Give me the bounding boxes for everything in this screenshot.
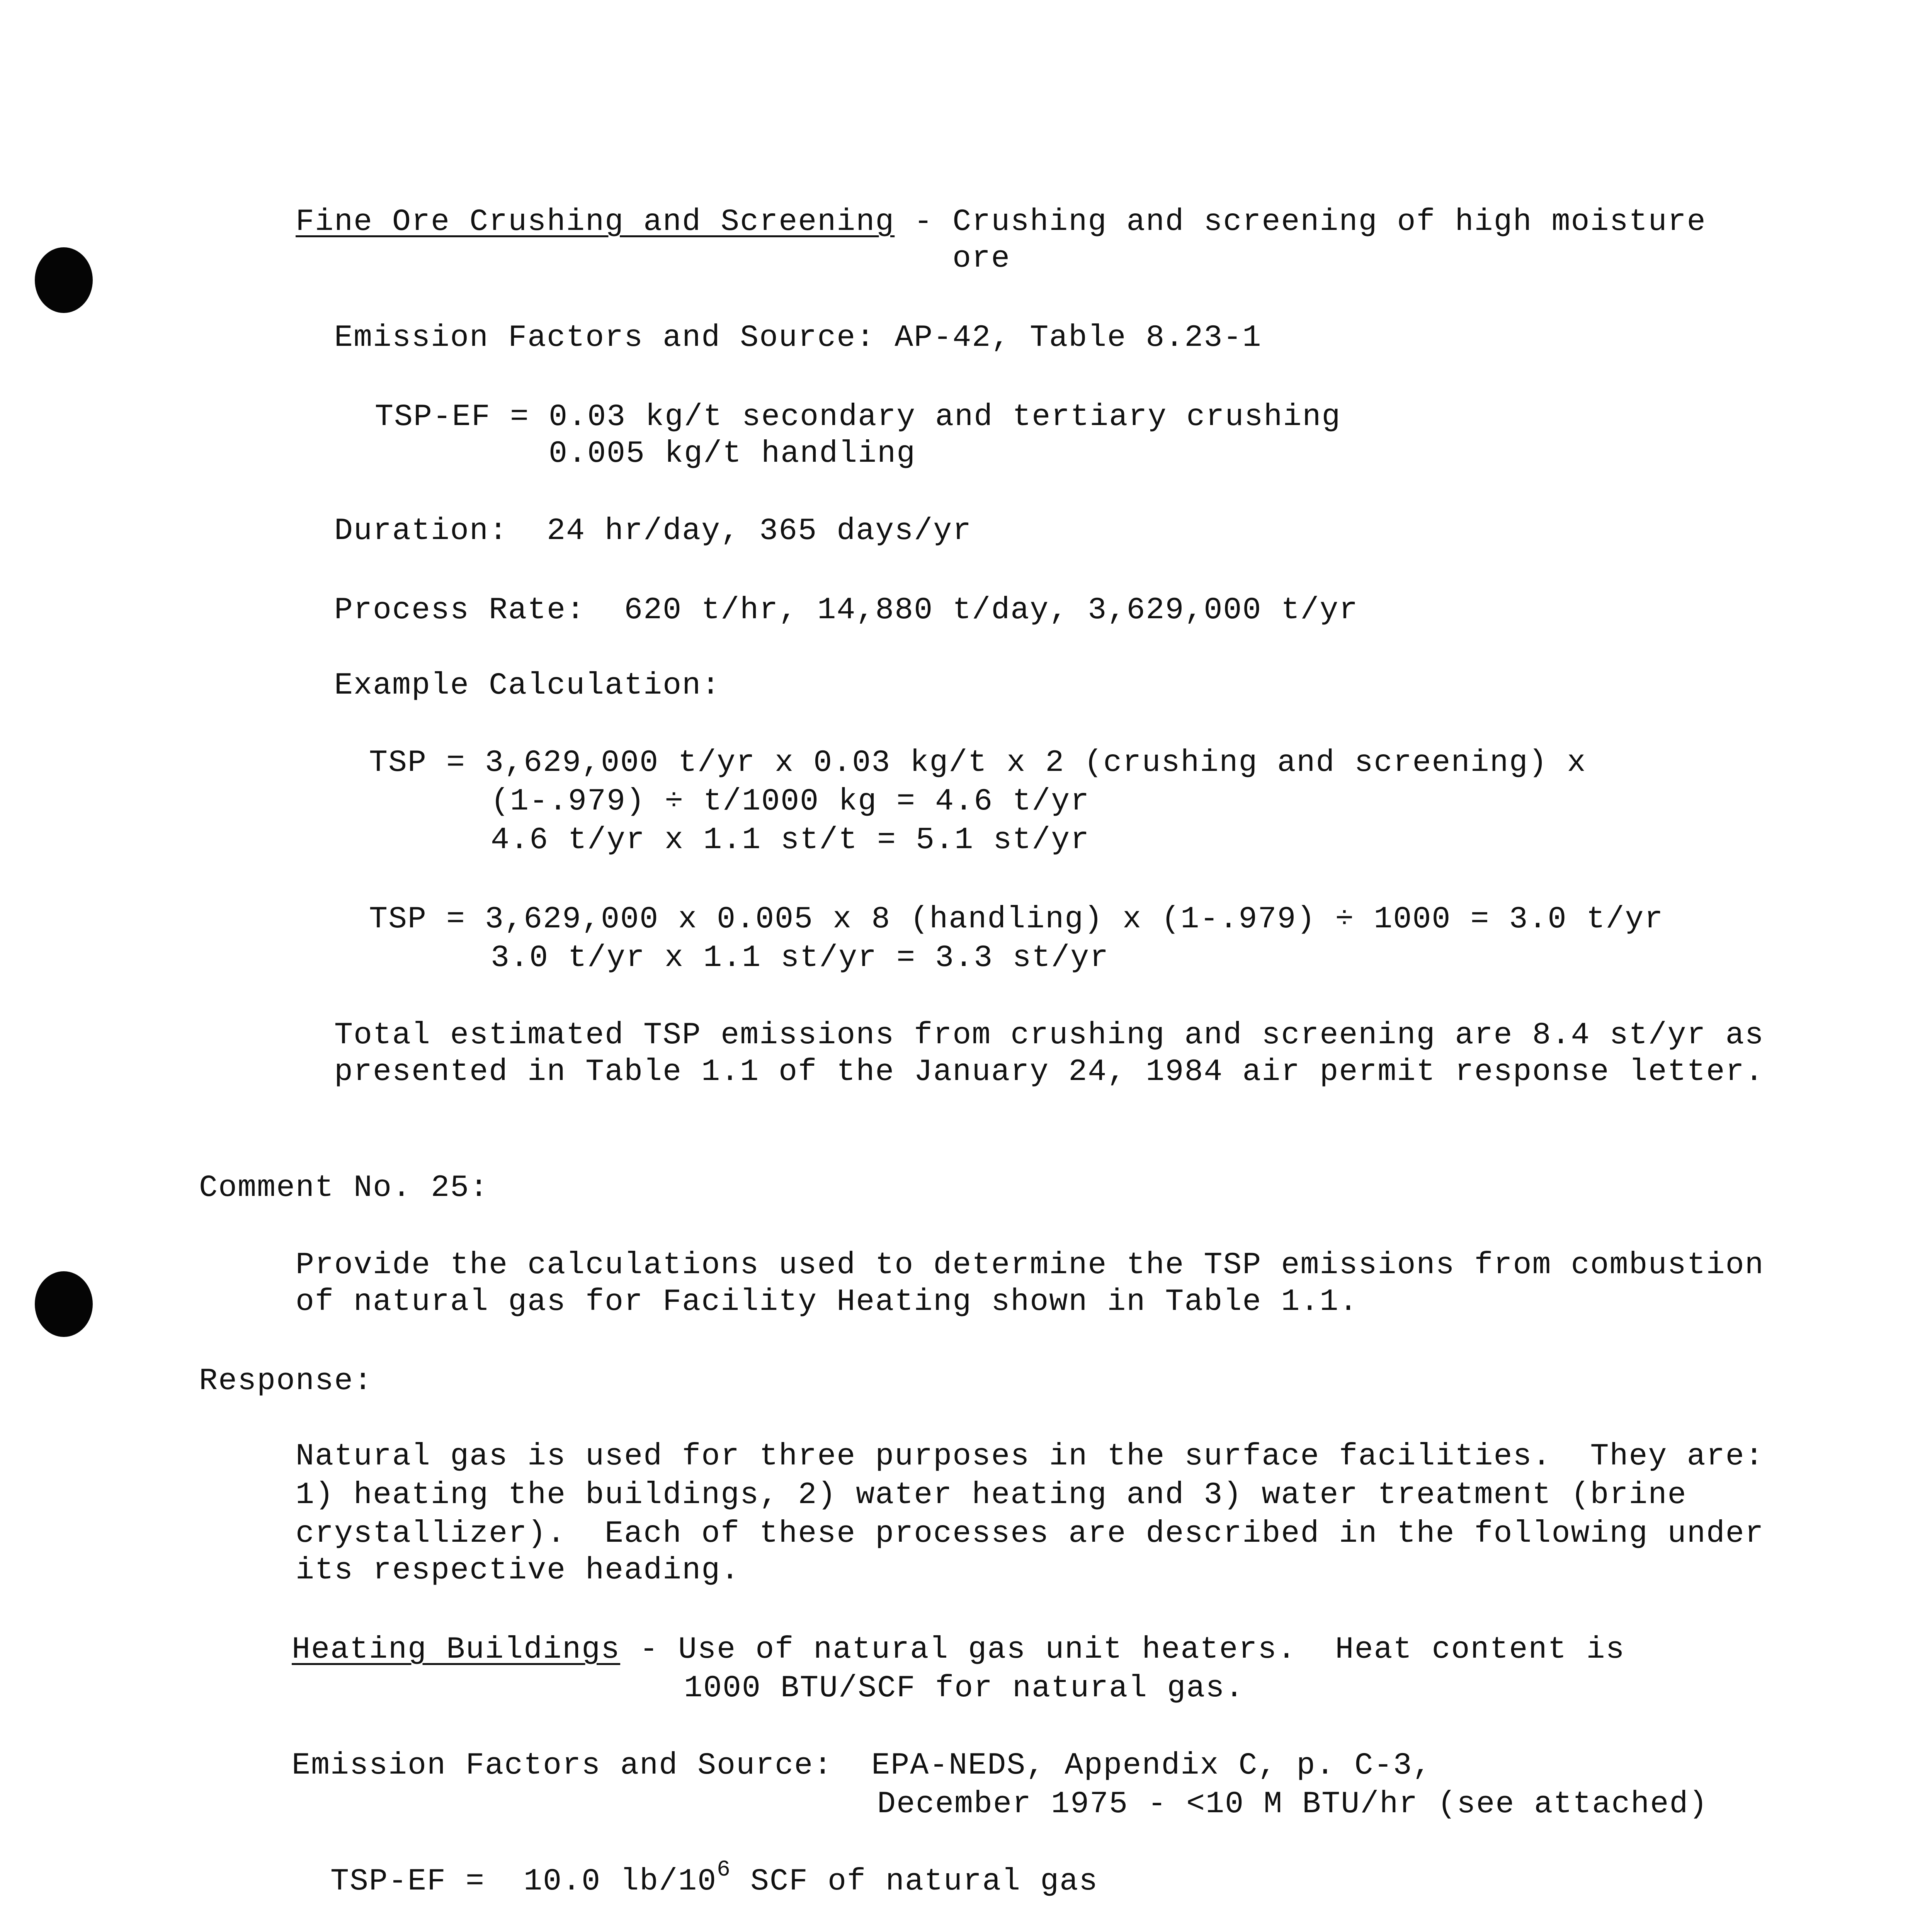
heating-ef-source-1: Emission Factors and Source: EPA-NEDS, Appendix C, p. C-3,: [292, 1748, 1432, 1783]
fine-ore-total-1: Total estimated TSP emissions from crushing and screening are 8.4 st/yr as: [334, 1018, 1764, 1053]
comment-text-2: of natural gas for Facility Heating shown in Table 1.1.: [296, 1284, 1359, 1320]
heating-heading-line: [292, 1631, 1625, 1669]
fine-ore-process-rate: Process Rate: 620 t/hr, 14,880 t/day, 3,629,000 t/yr: [334, 593, 1359, 628]
heating-ef-source-2: December 1975 - <10 M BTU/hr (see attached): [877, 1787, 1708, 1822]
factor-equals: =: [446, 1864, 524, 1899]
factor-row-tsp: [330, 1857, 1099, 1903]
response-para-1: Natural gas is used for three purposes in the surface facilities. They are:: [296, 1439, 1764, 1474]
punch-hole-top: [35, 247, 93, 313]
response-para-2: 1) heating the buildings, 2) water heating and 3) water treatment (brine: [296, 1478, 1687, 1513]
calc1-line2: (1-.979) ÷ t/1000 kg = 4.6 t/yr: [491, 784, 1090, 819]
calc1-line3: 4.6 t/yr x 1.1 st/t = 5.1 st/yr: [491, 823, 1090, 858]
comment-label: Comment No. 25:: [199, 1170, 489, 1206]
calc2-line2: 3.0 t/yr x 1.1 st/yr = 3.3 st/yr: [491, 940, 1109, 976]
fine-ore-duration: Duration: 24 hr/day, 365 days/yr: [334, 514, 972, 549]
fine-ore-ef-source: Emission Factors and Source: AP-42, Table 8.23-1: [334, 320, 1262, 355]
response-para-4: its respective heading.: [296, 1553, 740, 1588]
response-label: Response:: [199, 1364, 373, 1399]
heating-heading-desc-cont: 1000 BTU/SCF for natural gas.: [684, 1671, 1245, 1706]
comment-text-1: Provide the calculations used to determine the TSP emissions from combustion: [296, 1248, 1764, 1283]
fine-ore-total-2: presented in Table 1.1 of the January 24, 1984 air permit response letter.: [334, 1054, 1764, 1090]
heating-heading: Heating Buildings: [292, 1632, 621, 1667]
punch-hole-middle: [35, 1271, 93, 1337]
factor-name: TSP-EF: [330, 1864, 447, 1899]
fine-ore-heading: Fine Ore Crushing and Screening: [296, 204, 895, 240]
fine-ore-tsp-ef-2: 0.005 kg/t handling: [549, 436, 916, 471]
factor-value: 10.0: [524, 1864, 601, 1899]
heating-heading-desc: - Use of natural gas unit heaters. Heat content is: [620, 1632, 1625, 1667]
fine-ore-tsp-ef-1: TSP-EF = 0.03 kg/t secondary and tertiary crushing: [375, 400, 1341, 435]
factor-exponent: 6: [717, 1857, 731, 1883]
fine-ore-heading-line: [296, 203, 1706, 242]
factor-rest: SCF of natural gas: [731, 1864, 1099, 1899]
response-para-3: crystallizer). Each of these processes are described in the following under: [296, 1516, 1764, 1551]
factor-unit: lb/10: [601, 1864, 717, 1899]
fine-ore-heading-desc-cont: ore: [952, 241, 1011, 276]
calc2-line1: TSP = 3,629,000 x 0.005 x 8 (handling) x (1-.979) ÷ 1000 = 3.0 t/yr: [369, 902, 1664, 937]
fine-ore-example-label: Example Calculation:: [334, 668, 721, 703]
calc1-line1: TSP = 3,629,000 t/yr x 0.03 kg/t x 2 (crushing and screening) x: [369, 745, 1587, 781]
fine-ore-heading-desc: - Crushing and screening of high moisture: [895, 204, 1706, 240]
